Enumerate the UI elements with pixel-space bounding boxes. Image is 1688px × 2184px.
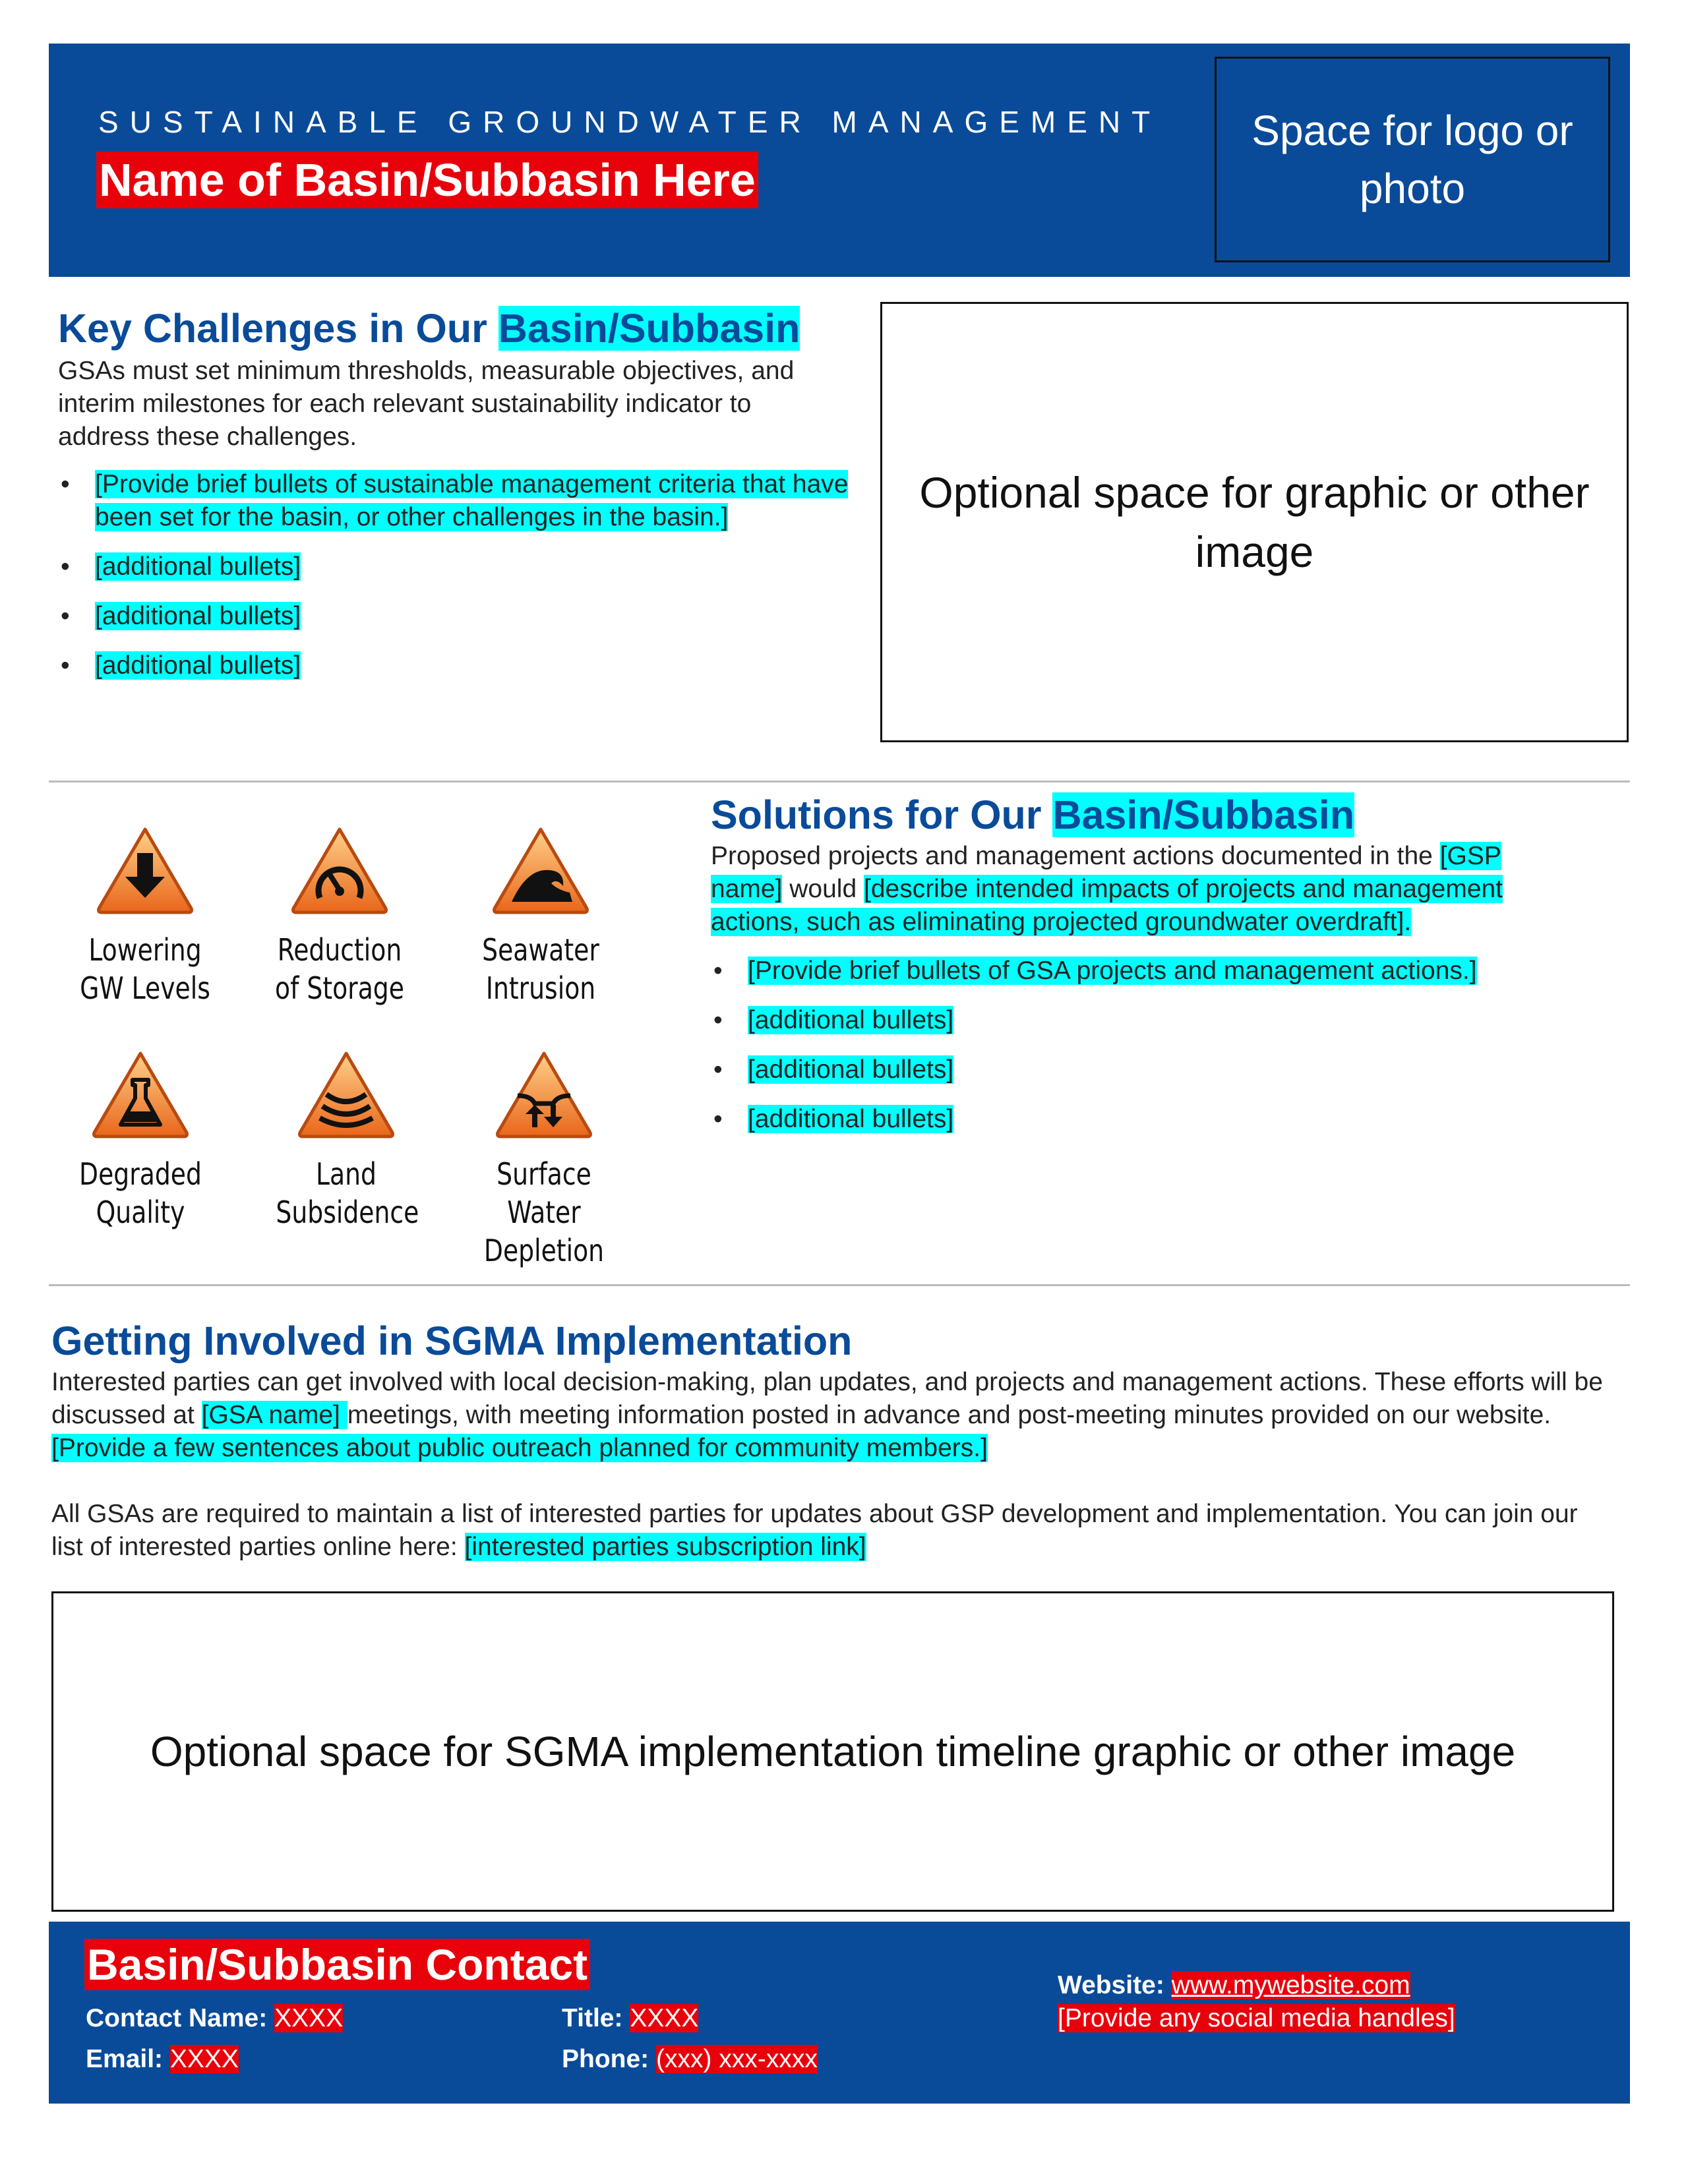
list-item <box>711 1053 1608 1086</box>
challenges-title-highlight: Basin/Subbasin <box>498 306 800 351</box>
indicator-label: Degraded Quality <box>79 1156 202 1230</box>
solutions-title-prefix: Solutions for Our <box>711 792 1053 837</box>
contact-phone: Phone: (xxx) xxx-xxxx <box>562 2045 818 2073</box>
header-kicker: SUSTAINABLE GROUNDWATER MANAGEMENT <box>98 105 1162 139</box>
indicator-label: Surface Water Depletion <box>483 1156 605 1268</box>
indicator-label: Seawater Intrusion <box>482 932 599 1006</box>
contact-social: [Provide any social media handles] <box>1058 2004 1455 2032</box>
indicator-label: Land Subsidence <box>276 1156 419 1230</box>
contact-title: Basin/Subbasin Contact <box>84 1939 590 1990</box>
solutions-intro: Proposed projects and management actions documented in the [GSP name] would [describe intended impacts of projects and management actions, such as eliminating projected groundwater overdraft]. <box>711 842 1503 936</box>
list-item <box>711 1004 1608 1037</box>
gauge-icon <box>287 824 392 916</box>
challenges-bullet-list <box>58 468 869 699</box>
list-item <box>58 600 869 633</box>
subsidence-icon <box>293 1048 399 1140</box>
involved-title: Getting Involved in SGMA Implementation <box>51 1318 853 1363</box>
bullet-text: [Provide brief bullets of sustainable management criteria that have been set for the basin, or other challenges in the basin.] <box>95 470 849 531</box>
contact-title-field: Title: XXXX <box>562 2004 699 2032</box>
solutions-title <box>711 791 1354 839</box>
list-item <box>58 649 869 682</box>
indicator-land-subsidence <box>260 1048 432 1231</box>
subscription-link[interactable]: [interested parties subscription link] <box>464 1533 866 1561</box>
bullet-text: [Provide brief bullets of GSA projects and management actions.] <box>748 957 1477 985</box>
wave-icon <box>488 824 593 916</box>
bullet-text: [additional bullets] <box>748 1006 954 1034</box>
depletion-icon <box>491 1048 597 1140</box>
divider <box>49 1284 1630 1286</box>
bullet-text: [additional bullets] <box>95 602 301 630</box>
header-banner <box>49 44 1630 277</box>
contact-email: Email: XXXX <box>86 2045 239 2073</box>
bullet-text: [additional bullets] <box>748 1105 954 1133</box>
indicator-label: Reduction of Storage <box>275 932 404 1006</box>
divider <box>49 781 1630 782</box>
contact-website: Website: www.mywebsite.com <box>1058 1971 1410 1999</box>
timeline-graphic-placeholder: Optional space for SGMA implementation timeline graphic or other image <box>51 1591 1614 1912</box>
solutions-title-highlight: Basin/Subbasin <box>1052 792 1355 837</box>
bullet-text: [additional bullets] <box>95 651 301 680</box>
indicator-degraded-quality <box>55 1048 226 1231</box>
solutions-bullet-list <box>711 955 1608 1152</box>
list-item <box>58 468 869 534</box>
challenges-intro: GSAs must set minimum thresholds, measurable objectives, and interim milestones for each relevant sustainability indicator to address these challenges. <box>58 357 795 451</box>
involved-paragraph-2: All GSAs are required to maintain a list of interested parties for updates about GSP development and implementation. You can join our list of interested parties online here: [interested parties subscription link] <box>51 1500 1578 1561</box>
arrow-down-icon <box>92 824 198 916</box>
contact-footer <box>49 1922 1630 2104</box>
challenges-title <box>58 305 800 352</box>
bullet-text: [additional bullets] <box>95 552 301 581</box>
indicator-reduction-of-storage <box>254 824 425 1007</box>
challenges-title-prefix: Key Challenges in Our <box>58 306 498 351</box>
indicator-lowering-gw-levels <box>59 824 231 1007</box>
indicator-surface-water-depletion <box>458 1048 630 1270</box>
indicator-seawater-intrusion <box>455 824 626 1007</box>
indicator-label: Lowering GW Levels <box>80 932 210 1006</box>
involved-paragraph-1: Interested parties can get involved with local decision-making, plan updates, and projects and management actions. These efforts will be discussed at [GSA name] meetings, with meeting information posted in advance and post-meeting minutes provided on our website. [Provide a few sentences about public outreach planned for community members.] <box>51 1368 1603 1462</box>
basin-name: Name of Basin/Subbasin Here <box>96 152 758 208</box>
flask-icon <box>88 1048 193 1140</box>
list-item <box>711 955 1608 988</box>
graphic-placeholder: Optional space for graphic or other image <box>880 302 1629 742</box>
bullet-text: [additional bullets] <box>748 1055 954 1084</box>
list-item <box>58 550 869 583</box>
list-item <box>711 1103 1608 1136</box>
website-link[interactable]: www.mywebsite.com <box>1171 1971 1410 1999</box>
contact-name: Contact Name: XXXX <box>86 2004 344 2032</box>
logo-placeholder: Space for logo or photo <box>1215 57 1610 262</box>
